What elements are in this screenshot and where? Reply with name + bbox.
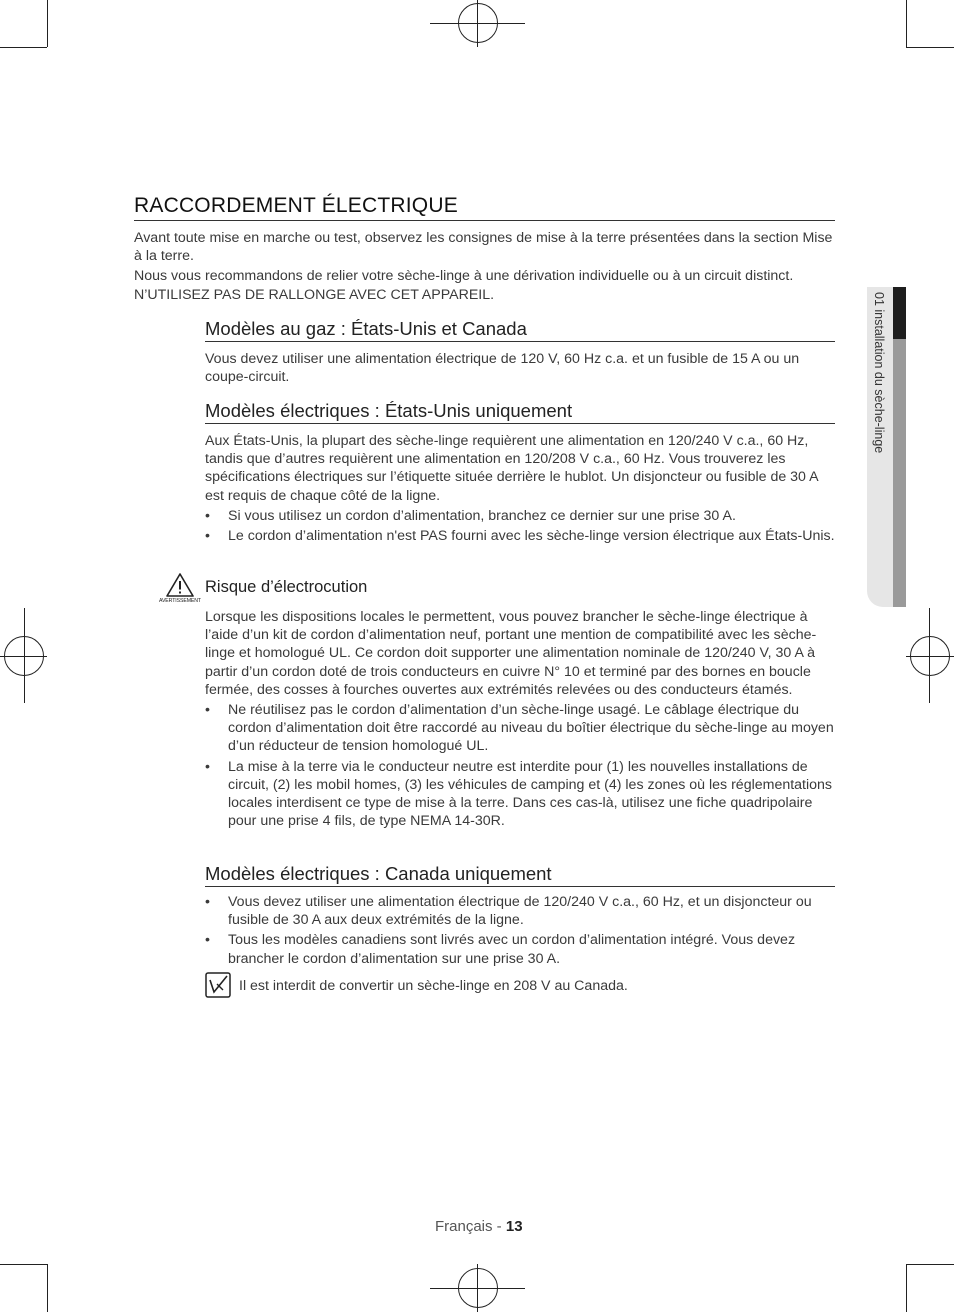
crop-mark-tl-h: [0, 47, 47, 48]
page-footer: [435, 1218, 523, 1235]
electric-us-text: Aux États-Unis, la plupart des sèche-linge requièrent une alimentation en 120/240 V c.a., 60 Hz, tandis que d’autres requièrent une alimentation en 120/208 V c.a., 60 Hz. Vous trouverez les spécifications électriques sur l’étiquette située derrière le hublot. Un disjoncteur ou fusible de 30 A est requis de chaque côté de la ligne.: [205, 433, 818, 504]
note-box: [205, 972, 837, 1000]
warning-label: AVERTISSEMENT: [158, 598, 202, 604]
warning-list: [205, 701, 837, 830]
list-item: • Ne réutilisez pas le cordon d’alimentation d’un sèche-linge usagé. Le câblage électrique du cordon d’alimentation doit être raccordé au niveau du boîtier électrique du sèche-linge au moyen d’un réducteur de tension homologué UL.: [205, 701, 837, 756]
gas-text: Vous devez utiliser une alimentation électrique de 120 V, 60 Hz c.a. et un fusible de 15 A ou un coupe-circuit.: [205, 351, 800, 386]
intro-section: [134, 229, 834, 304]
chapter-tab-bar: [893, 339, 906, 607]
note-text: Il est interdit de convertir un sèche-linge en 208 V au Canada.: [239, 978, 628, 994]
chapter-tab-marker: [893, 287, 906, 339]
warning-section: [205, 608, 837, 832]
intro-paragraph-2: Nous vous recommandons de relier votre sèche-linge à une dérivation individuelle ou à un circuit distinct. N’UTILISEZ PAS DE RALLONGE AVEC CET APPAREIL.: [134, 268, 794, 303]
list-item: • Si vous utilisez un cordon d’alimentation, branchez ce dernier sur une prise 30 A.: [205, 507, 837, 525]
list-item: • La mise à la terre via le conducteur neutre est interdite pour (1) les nouvelles installations de circuit, (2) les mobil homes, (3) les véhicules de camping et (4) les zones où les réglementations locales interdisent ce type de mise à la terre. Dans ces cas-là, utilisez une fiche quadripolaire pour une prise 4 fils, de type NEMA 14-30R.: [205, 758, 837, 831]
intro-paragraph-1: Avant toute mise en marche ou test, observez les consignes de mise à la terre présentées dans la section Mise à la terre.: [134, 230, 833, 265]
electric-ca-heading: Modèles électriques : Canada uniquement: [205, 862, 835, 887]
note-pencil-icon: [205, 972, 231, 998]
list-item: • Le cordon d’alimentation n'est PAS fourni avec les sèche-linge version électrique aux États-Unis.: [205, 527, 837, 545]
crop-mark-tr-h: [906, 47, 954, 48]
electric-ca-list: [205, 893, 837, 968]
gas-section: [205, 350, 837, 386]
list-item: • Tous les modèles canadiens sont livrés avec un cordon d’alimentation intégré. Vous devez brancher le cordon d’alimentation sur une prise 30 A.: [205, 931, 837, 967]
chapter-tab-label: 01 installation du sèche-linge: [872, 292, 886, 454]
crop-mark-tl-v: [47, 0, 48, 47]
crop-mark-tr-v: [906, 0, 907, 47]
electric-us-list: [205, 507, 837, 545]
crop-mark-br-v: [906, 1264, 907, 1312]
electric-ca-section: [205, 893, 837, 970]
electric-us-heading: Modèles électriques : États-Unis uniquement: [205, 399, 835, 424]
list-item: • Vous devez utiliser une alimentation électrique de 120/240 V c.a., 60 Hz, et un disjoncteur ou fusible de 30 A aux deux extrémités de la ligne.: [205, 893, 837, 929]
warning-text: Lorsque les dispositions locales le permettent, vous pouvez brancher le sèche-linge électrique à l’aide d’un kit de cordon d’alimentation neuf, portant une mention de compatibilité avec les sèche-linge et homologué UL. Ce cordon doit supporter une alimentation nominale de 120/240 V, 30 A à partir d’un cordon doté de trois conducteurs en cuivre N° 10 et terminé par des bornes en boucle fermée, des cosses à fourches ouvertes aux extrémités relevées ou des conducteurs étamés.: [205, 609, 817, 698]
page-title: RACCORDEMENT ÉLECTRIQUE: [134, 193, 835, 221]
footer-language: Français -: [435, 1218, 506, 1235]
warning-heading: Risque d’électrocution: [205, 578, 368, 596]
gas-heading: Modèles au gaz : États-Unis et Canada: [205, 317, 835, 342]
warning-triangle-icon: [166, 573, 194, 597]
warning-badge: [158, 573, 202, 607]
page-number: 13: [505, 1218, 523, 1235]
crop-mark-bl-v: [47, 1264, 48, 1312]
crop-mark-bl-h: [0, 1264, 47, 1265]
electric-us-section: [205, 432, 837, 547]
crop-mark-br-h: [906, 1264, 954, 1265]
